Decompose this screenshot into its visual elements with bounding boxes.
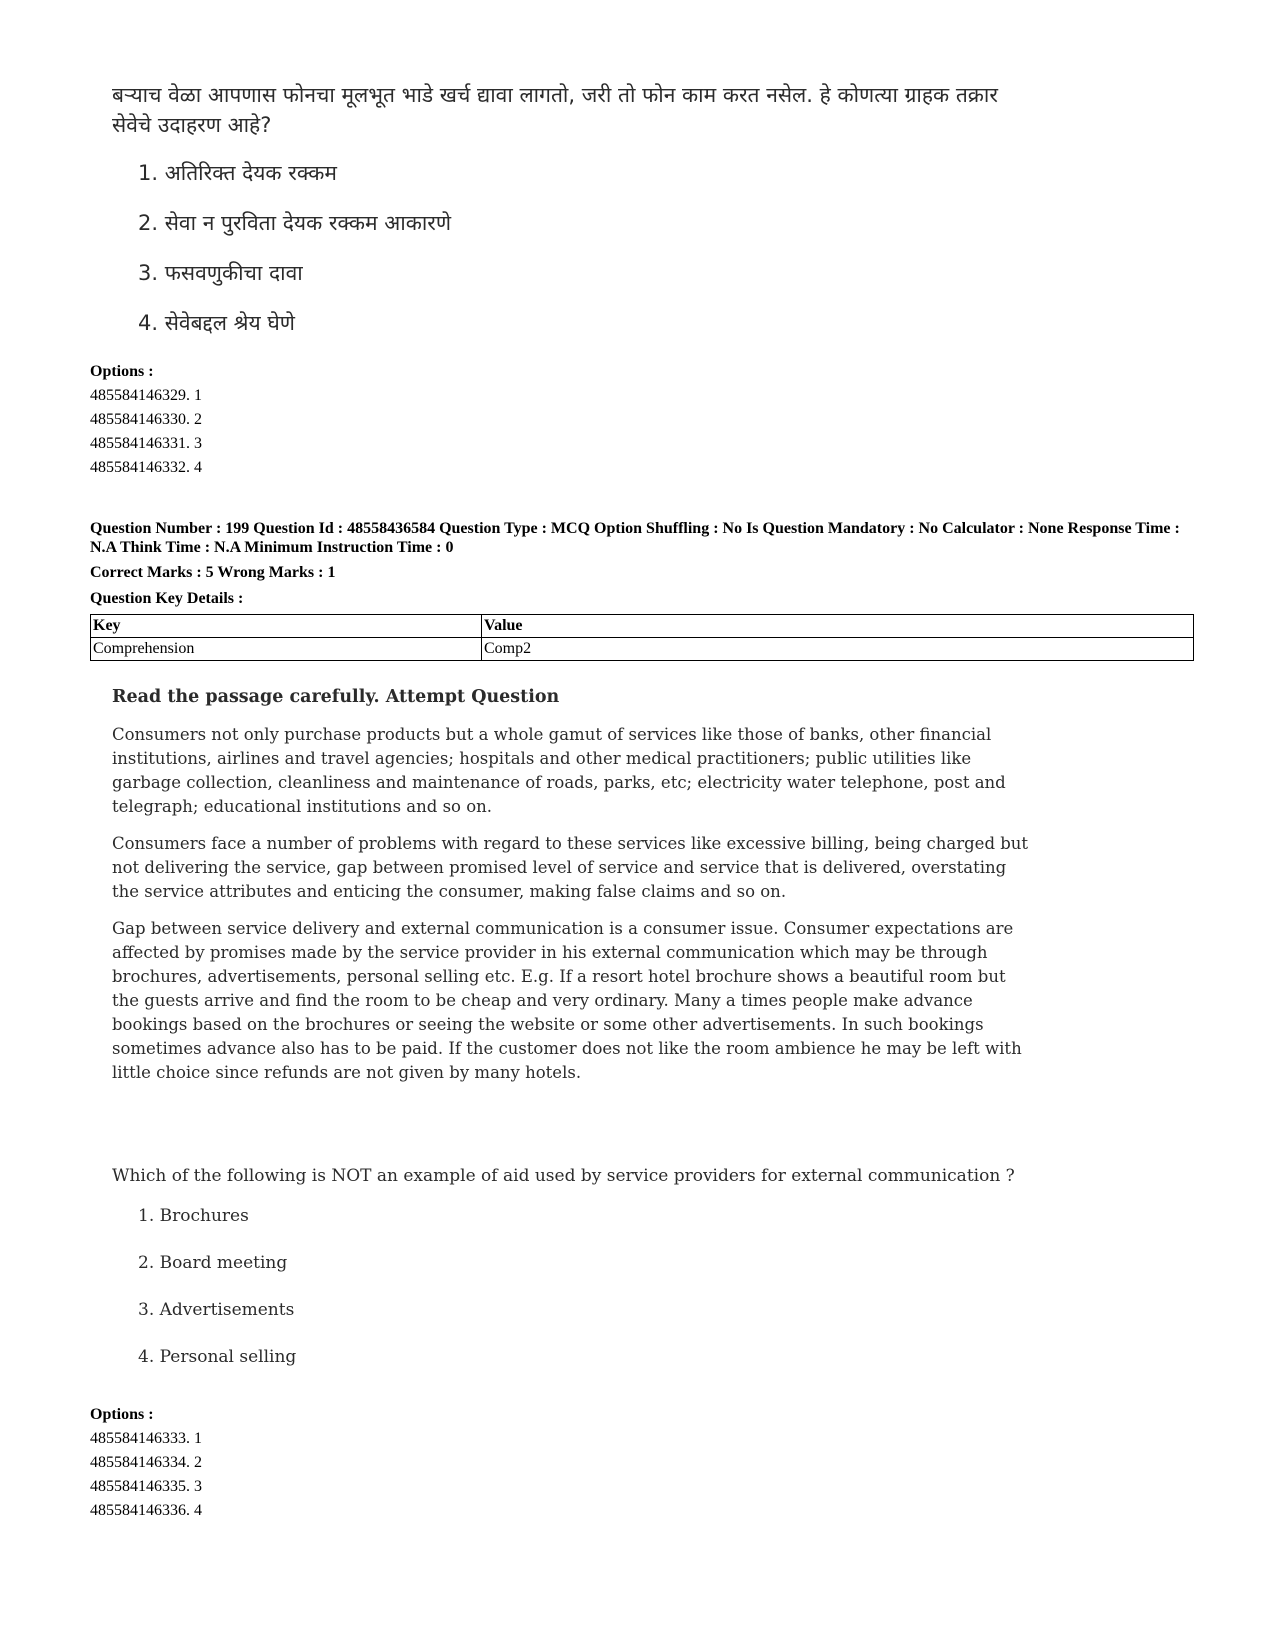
- question-199-options: [90, 1403, 202, 1523]
- question-199-choice-2: 2. Board meeting: [138, 1253, 288, 1273]
- question-199-choice-3: 3. Advertisements: [138, 1300, 295, 1320]
- option-id: 485584146333. 1: [90, 1430, 202, 1447]
- option-id: 485584146329. 1: [90, 387, 202, 404]
- option-id: 485584146334. 2: [90, 1454, 202, 1471]
- table-header-key: Key: [91, 615, 482, 638]
- question-198-choice-4: 4. सेवेबद्दल श्रेय घेणे: [138, 311, 295, 335]
- question-key-table: [90, 614, 1194, 661]
- question-198-choices: [138, 158, 451, 358]
- question-198-choice-1: 1. अतिरिक्त देयक रक्कम: [138, 161, 337, 185]
- table-row: [91, 638, 1194, 661]
- option-id: 485584146336. 4: [90, 1502, 202, 1519]
- passage-paragraph-2: Consumers face a number of problems with regard to these services like excessive billing, being charged but not delivering the service, gap between promised level of service and service that is delivered, overstating the service attributes and enticing the consumer, making false claims and so on.: [112, 834, 1029, 901]
- question-198-stem: बऱ्याच वेळा आपणास फोनचा मूलभूत भाडे खर्च द्यावा लागतो, जरी तो फोन काम करत नसेल. हे कोणत्या ग्राहक तक्रार सेवेचे उदाहरण आहे?: [112, 83, 998, 137]
- passage-title: Read the passage carefully. Attempt Question: [112, 687, 560, 707]
- passage-paragraph-1: Consumers not only purchase products but a whole gamut of services like those of banks, other financial institutions, airlines and travel agencies; hospitals and other medical practitioners; public utilities like garbage collection, cleanliness and maintenance of roads, parks, etc; electricity water telephone, post and telegraph; educational institutions and so on.: [112, 725, 1006, 816]
- question-199-choice-4: 4. Personal selling: [138, 1347, 297, 1367]
- question-198-choice-2: 2. सेवा न पुरविता देयक रक्कम आकारणे: [138, 211, 452, 235]
- options-label: Options :: [90, 363, 154, 380]
- question-key-details-label: Question Key Details :: [90, 590, 244, 607]
- question-198-options: [90, 360, 202, 480]
- question-199-choice-1: 1. Brochures: [138, 1206, 249, 1226]
- table-header-row: [91, 615, 1194, 638]
- question-199-marks: Correct Marks : 5 Wrong Marks : 1: [90, 564, 336, 581]
- table-cell-value: Comp2: [482, 638, 1194, 661]
- comprehension-passage: [112, 685, 1032, 1098]
- option-id: 485584146330. 2: [90, 411, 202, 428]
- option-id: 485584146335. 3: [90, 1478, 202, 1495]
- question-199-meta: Question Number : 199 Question Id : 48558436584 Question Type : MCQ Option Shuffling : No Is Question Mandatory : No Calculator : None Response Time : N.A Think Time : N.A Minimum Instruction Time : 0: [90, 520, 1180, 556]
- table-cell-key: Comprehension: [91, 638, 482, 661]
- option-id: 485584146332. 4: [90, 459, 202, 476]
- option-id: 485584146331. 3: [90, 435, 202, 452]
- question-198-choice-3: 3. फसवणुकीचा दावा: [138, 261, 303, 285]
- question-199-choices: [138, 1204, 296, 1392]
- options-label: Options :: [90, 1406, 154, 1423]
- passage-paragraph-3: Gap between service delivery and external communication is a consumer issue. Consumer expectations are affected by promises made by the service provider in his external communication which may be through brochures, advertisements, personal selling etc. E.g. If a resort hotel brochure shows a beautiful room but the guests arrive and find the room to be cheap and very ordinary. Many a times people make advance bookings based on the brochures or seeing the website or some other advertisements. In such bookings sometimes advance also has to be paid. If the customer does not like the room ambience he may be left with little choice since refunds are not given by many hotels.: [112, 919, 1022, 1082]
- table-header-value: Value: [482, 615, 1194, 638]
- question-199-stem: Which of the following is NOT an example of aid used by service providers for external communication ?: [112, 1166, 1015, 1186]
